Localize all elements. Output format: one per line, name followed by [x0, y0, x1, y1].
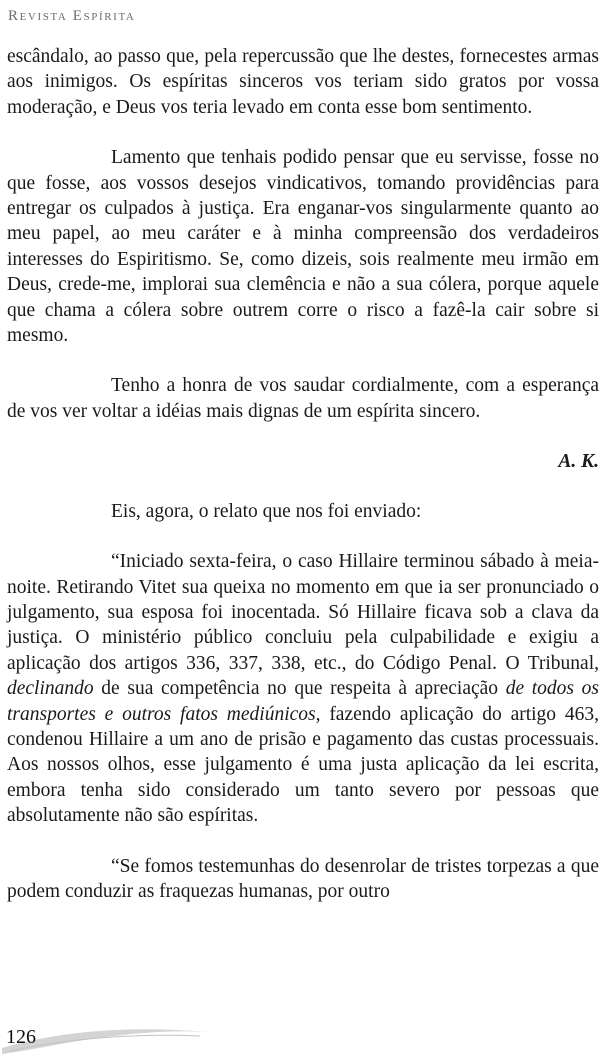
page-number: 126: [6, 1026, 36, 1048]
signature: A. K.: [558, 451, 599, 473]
emphasis: de todos os transportes e outros fatos mediúnicos: [7, 678, 599, 725]
paragraph: escândalo, ao passo que, pela repercussão que lhe destes, fornecestes armas aos inimigos. Os espíritas sinceros vos teriam sido gratos por vossa moderação, e Deus vos teria levado em conta esse bom sentimento.: [7, 46, 599, 118]
paragraph: Tenho a honra de vos saudar cordialmente, com a esperança de vos ver voltar a idéias mais dignas de um espírita sincero.: [7, 375, 599, 422]
paragraph: Lamento que tenhais podido pensar que eu servisse, fosse no que fosse, aos vossos desejos vindicativos, tomando providências para entregar os culpados à justiça. Era enganar-vos singularmente quanto ao meu papel, ao meu caráter e à minha compreensão dos verdadeiros interesses do Espiritismo. Se, como dizeis, sois realmente meu irmão em Deus, crede-me, implorai sua clemência e não a sua cólera, porque aquele que chama a cólera sobre outrem corre o risco a fazê-la cair sobre si mesmo.: [7, 147, 599, 347]
page-body: [7, 44, 599, 904]
paragraph: “Iniciado sexta-feira, o caso Hillaire terminou sábado à meia-noite. Retirando Vitet sua queixa no momento em que ia ser pronunciado o julgamento, sua esposa foi inocentada. Só Hillaire ficava sob a clava da justiça. O ministério público concluiu pela culpabilidade e exigiu a aplicação dos artigos 336, 337, 338, etc., do Código Penal. O Tribunal, declinando de sua competência no que respeita à apreciação de todos os transportes e outros fatos mediúnicos, fazendo aplicação do artigo 463, condenou Hillaire a um ano de prisão e pagamento das custas processuais. Aos nossos olhos, esse julgamento é uma justa aplicação da lei escrita, embora tenha sido considerado um tanto severo por pessoas que absolutamente não são espíritas.: [7, 551, 599, 827]
paragraph: “Se fomos testemunhas do desenrolar de tristes torpezas a que podem conduzir as fraquezas humanas, por outro: [7, 855, 599, 902]
running-header: Revista Espírita: [8, 8, 136, 24]
emphasis: declinando: [7, 678, 94, 700]
paragraph: Eis, agora, o relato que nos foi enviado:: [111, 500, 422, 522]
